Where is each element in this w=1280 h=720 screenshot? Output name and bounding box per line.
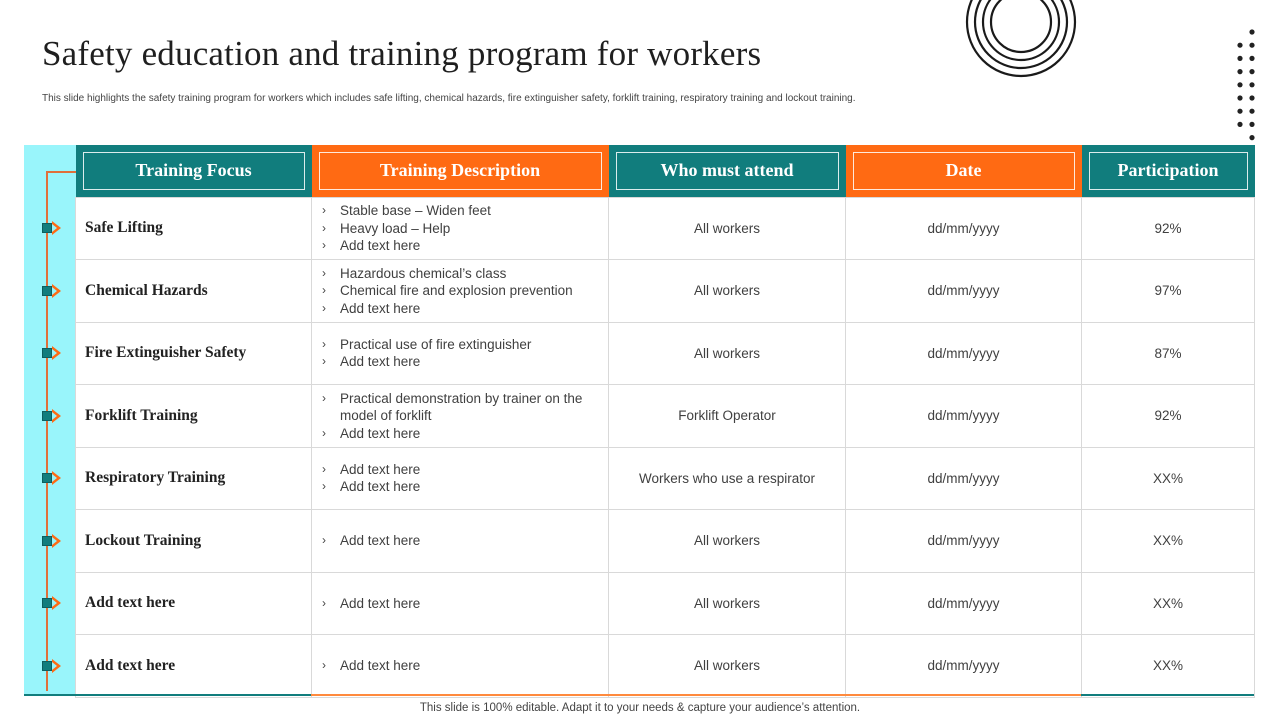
description-bullet xyxy=(322,595,596,613)
chevron-right-icon: › xyxy=(322,336,326,351)
participation-cell: XX% xyxy=(1082,510,1255,573)
description-bullet xyxy=(322,336,596,354)
bullet-text: Stable base – Widen feet xyxy=(340,203,491,218)
date-cell: dd/mm/yyyy xyxy=(846,322,1082,385)
bullet-text: Add text here xyxy=(340,533,421,548)
timeline-marker-icon xyxy=(42,534,64,548)
table-row xyxy=(76,635,1255,698)
chevron-right-icon: › xyxy=(322,595,326,610)
bullet-text: Practical use of fire extinguisher xyxy=(340,336,532,352)
chevron-right-icon: › xyxy=(322,658,326,672)
timeline-marker-icon xyxy=(42,409,64,423)
training-description-cell xyxy=(312,197,609,260)
bullet-text: Chemical fire and explosion prevention xyxy=(340,283,573,298)
training-description-cell xyxy=(312,260,609,323)
chevron-right-icon: › xyxy=(322,220,326,235)
timeline-marker-icon xyxy=(42,659,64,673)
participation-cell: 92% xyxy=(1082,385,1255,448)
table-row xyxy=(76,260,1255,323)
participation-cell: XX% xyxy=(1082,635,1255,698)
timeline-marker-icon xyxy=(42,471,64,485)
description-bullet xyxy=(322,478,596,496)
bullet-text: Practical demonstration by trainer on the model of forklift xyxy=(340,390,583,423)
timeline-marker-icon xyxy=(42,596,64,610)
chevron-right-icon: › xyxy=(322,533,326,547)
page-subtitle: This slide highlights the safety training program for workers which includes safe lifting, chemical hazards, fire extinguisher safety, forklift training, respiratory training and lockout training. xyxy=(42,93,856,104)
training-description-cell xyxy=(312,510,609,573)
header-participation: Participation xyxy=(1082,145,1255,197)
date-cell: dd/mm/yyyy xyxy=(846,510,1082,573)
bullet-text: Add text here xyxy=(340,425,421,441)
bullet-text: Add text here xyxy=(340,658,421,673)
who-must-attend-cell: All workers xyxy=(609,635,846,698)
training-focus-cell: Safe Lifting xyxy=(76,197,312,260)
description-bullet xyxy=(322,202,596,220)
chevron-right-icon: › xyxy=(322,479,326,494)
training-table-container xyxy=(75,145,1254,696)
concentric-circles-decoration xyxy=(963,0,1079,80)
who-must-attend-cell: Workers who use a respirator xyxy=(609,447,846,510)
training-focus-cell: Forklift Training xyxy=(76,385,312,448)
who-must-attend-cell: All workers xyxy=(609,322,846,385)
bullet-text: Add text here xyxy=(340,461,421,477)
training-focus-cell: Fire Extinguisher Safety xyxy=(76,322,312,385)
table-row xyxy=(76,510,1255,573)
description-bullet xyxy=(322,532,596,550)
participation-cell: 87% xyxy=(1082,322,1255,385)
training-focus-cell: Chemical Hazards xyxy=(76,260,312,323)
timeline-connector xyxy=(46,171,76,173)
header-date: Date xyxy=(846,145,1082,197)
training-focus-cell: Add text here xyxy=(76,572,312,635)
table-row xyxy=(76,447,1255,510)
table-header-row xyxy=(76,145,1255,197)
description-bullet xyxy=(322,300,596,318)
training-focus-cell: Add text here xyxy=(76,635,312,698)
training-description-cell xyxy=(312,572,609,635)
participation-cell: XX% xyxy=(1082,572,1255,635)
description-bullet xyxy=(322,461,596,479)
bullet-text: Hazardous chemical’s class xyxy=(340,265,507,281)
chevron-right-icon: › xyxy=(322,461,326,476)
participation-cell: 97% xyxy=(1082,260,1255,323)
who-must-attend-cell: All workers xyxy=(609,197,846,260)
bullet-text: Add text here xyxy=(340,238,421,253)
date-cell: dd/mm/yyyy xyxy=(846,572,1082,635)
date-cell: dd/mm/yyyy xyxy=(846,197,1082,260)
timeline-marker-icon xyxy=(42,284,64,298)
training-description-cell xyxy=(312,322,609,385)
chevron-right-icon: › xyxy=(322,300,326,315)
table-row xyxy=(76,197,1255,260)
description-bullet xyxy=(322,237,596,255)
header-training-description: Training Description xyxy=(312,145,609,197)
who-must-attend-cell: All workers xyxy=(609,572,846,635)
chevron-right-icon: › xyxy=(322,354,326,369)
dot-grid-decoration xyxy=(1234,26,1258,142)
bullet-text: Heavy load – Help xyxy=(340,220,451,236)
training-description-cell xyxy=(312,635,609,698)
training-focus-cell: Respiratory Training xyxy=(76,447,312,510)
bullet-text: Add text here xyxy=(340,300,421,316)
table-row xyxy=(76,385,1255,448)
training-table xyxy=(75,145,1255,698)
chevron-right-icon: › xyxy=(322,390,326,405)
description-bullet xyxy=(322,657,596,675)
table-row xyxy=(76,322,1255,385)
chevron-right-icon: › xyxy=(322,203,326,217)
training-description-cell xyxy=(312,447,609,510)
timeline-marker-icon xyxy=(42,221,64,235)
footer-note: This slide is 100% editable. Adapt it to your needs & capture your audience’s attention. xyxy=(419,702,861,714)
who-must-attend-cell: All workers xyxy=(609,510,846,573)
who-must-attend-cell: All workers xyxy=(609,260,846,323)
participation-cell: XX% xyxy=(1082,447,1255,510)
description-bullet xyxy=(322,220,596,238)
chevron-right-icon: › xyxy=(322,425,326,440)
timeline-line xyxy=(46,171,48,691)
description-bullet xyxy=(322,390,596,425)
training-focus-cell: Lockout Training xyxy=(76,510,312,573)
table-bottom-accent xyxy=(311,694,1081,696)
timeline-marker-icon xyxy=(42,346,64,360)
chevron-right-icon: › xyxy=(322,283,326,297)
bullet-text: Add text here xyxy=(340,354,421,370)
date-cell: dd/mm/yyyy xyxy=(846,635,1082,698)
date-cell: dd/mm/yyyy xyxy=(846,260,1082,323)
bullet-text: Add text here xyxy=(340,479,421,495)
training-description-cell xyxy=(312,385,609,448)
bullet-text: Add text here xyxy=(340,595,421,611)
chevron-right-icon: › xyxy=(322,238,326,252)
description-bullet xyxy=(322,353,596,371)
header-training-focus: Training Focus xyxy=(76,145,312,197)
description-bullet xyxy=(322,425,596,443)
participation-cell: 92% xyxy=(1082,197,1255,260)
page-title: Safety education and training program for workers xyxy=(42,34,762,73)
who-must-attend-cell: Forklift Operator xyxy=(609,385,846,448)
date-cell: dd/mm/yyyy xyxy=(846,385,1082,448)
table-row xyxy=(76,572,1255,635)
date-cell: dd/mm/yyyy xyxy=(846,447,1082,510)
header-who-must-attend: Who must attend xyxy=(609,145,846,197)
description-bullet xyxy=(322,265,596,283)
description-bullet xyxy=(322,282,596,300)
chevron-right-icon: › xyxy=(322,265,326,280)
